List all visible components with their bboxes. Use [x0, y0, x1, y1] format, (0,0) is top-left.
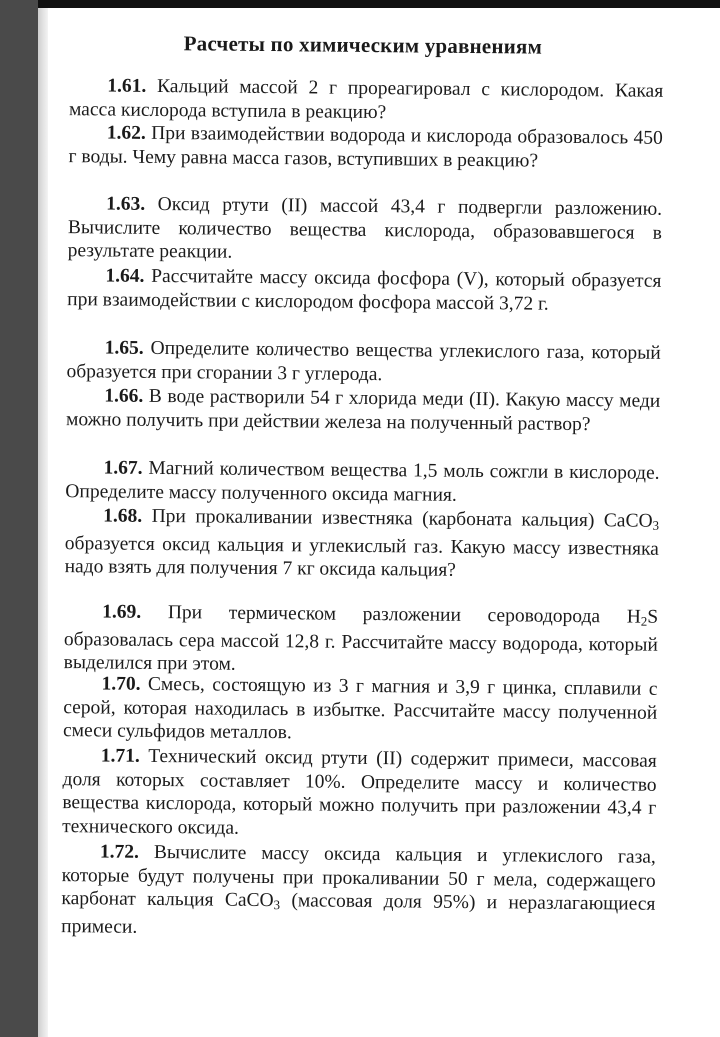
- problem-text: Смесь, состоящую из 3 г магния и 3,9 г цинка, сплавили с серой, которая находилась в избытке. Рассчитайте массу полученной смеси сульфидов металлов.: [62, 673, 658, 744]
- problem-1-65: [66, 336, 660, 389]
- problem-text: Технический оксид ртути (II) содержит примеси, массовая доля которых составляет 10%. Определите массу и количество вещества кислорода, который можно получить при разложении 43,4 г технического оксида.: [62, 745, 657, 839]
- problem-1-72: [61, 840, 656, 944]
- problem-number: 1.71.: [100, 745, 140, 767]
- problem-text: Вычислите массу оксида кальция и углекислого газа, которые будут получены при прокаливании 50 г мела, содержащего карбонат кальция CaCO: [61, 841, 656, 912]
- subscript: 3: [652, 517, 660, 533]
- subscript: 3: [273, 897, 281, 913]
- problem-text: При прокаливании известняка (карбоната кальция) CaCO: [151, 505, 653, 532]
- problem-text: Рассчитайте массу оксида фосфора (V), который образуется при взаимодействии с кислородом фосфора массой 3,72 г.: [67, 265, 662, 315]
- page-title: Расчеты по химическим уравнениям: [183, 31, 543, 59]
- scan-left-edge: [0, 0, 38, 1037]
- problem-1-61: [69, 74, 663, 127]
- problem-1-63: [68, 192, 663, 268]
- problem-text: Определите количество вещества углекислого газа, который образуется при сгорании 3 г углерода.: [66, 337, 661, 385]
- page-content: [48, 8, 708, 1037]
- problem-number: 1.64.: [105, 265, 145, 287]
- problem-1-71: [62, 744, 657, 844]
- problem-number: 1.63.: [106, 193, 146, 215]
- problem-text: При термическом разложении сероводорода H: [167, 602, 641, 628]
- problem-number: 1.67.: [103, 457, 143, 479]
- problem-text: Оксид ртути (II) массой 43,4 г подвергли разложению. Вычислите количество вещества кислорода, образовавшегося в результате реакции.: [67, 193, 663, 263]
- problem-number: 1.61.: [107, 75, 147, 97]
- problem-text: В воде растворили 54 г хлорида меди (II). Какую массу меди можно получить при действии железа на полученный раствор?: [65, 385, 661, 435]
- problem-number: 1.70.: [101, 673, 141, 695]
- problem-text: Кальций массой 2 г прореагировал с кислородом. Какая масса кислорода вступила в реакцию?: [68, 75, 664, 123]
- subscript: 2: [640, 613, 648, 629]
- problem-number: 1.69.: [102, 601, 142, 623]
- problem-1-64: [67, 264, 661, 317]
- problem-text-continued: S образовалась сера массой 12,8 г. Рассчитайте массу водорода, который выделился при этом.: [63, 606, 659, 675]
- problem-text: При взаимодействии водорода и кислорода образовалось 450 г воды. Чему равна масса газов, вступивших в реакцию?: [68, 122, 663, 172]
- problem-number: 1.72.: [99, 841, 139, 863]
- problem-1-67: [65, 456, 659, 509]
- scan-top-edge: [0, 0, 720, 8]
- problem-number: 1.65.: [104, 337, 144, 359]
- problem-number: 1.62.: [106, 122, 146, 144]
- problem-number: 1.68.: [103, 505, 143, 527]
- problem-1-70: [63, 672, 658, 748]
- problem-text-continued: (массовая доля 95%) и неразлагающиеся примеси.: [61, 890, 656, 938]
- problem-1-68: [65, 504, 660, 584]
- problem-1-69: [64, 600, 659, 680]
- problem-1-62: [68, 121, 662, 174]
- page-gutter-shadow: [38, 8, 48, 1037]
- problem-text-continued: образуется оксид кальция и углекислый газ. Какую массу известняка надо взять для получения 7 кг оксида кальция?: [64, 532, 659, 582]
- problem-number: 1.66.: [104, 385, 144, 407]
- problem-1-66: [66, 384, 660, 437]
- problem-text: Магний количеством вещества 1,5 моль сожгли в кислороде. Определите массу полученного оксида магния.: [65, 457, 660, 506]
